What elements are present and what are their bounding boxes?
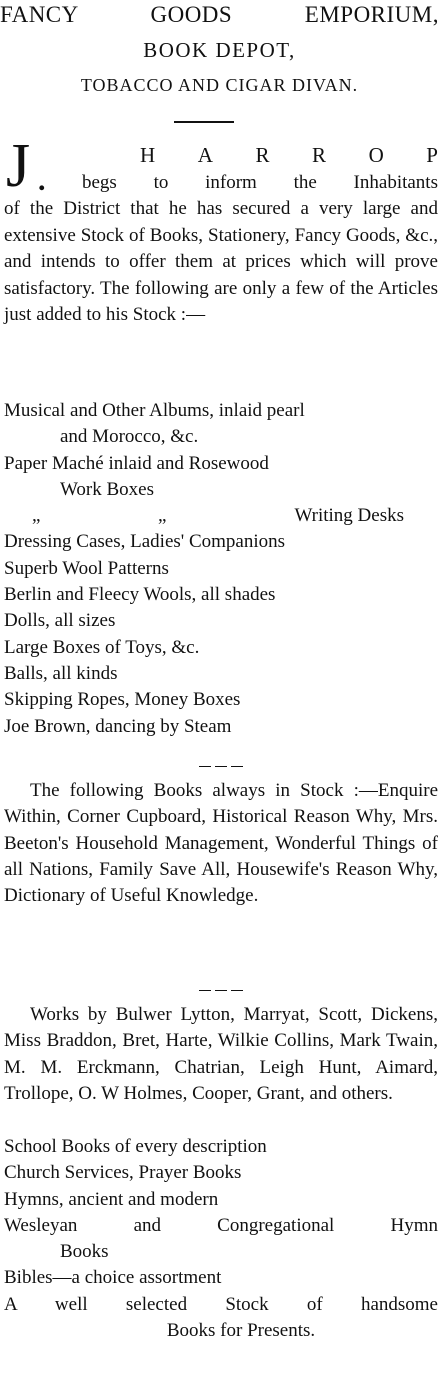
list-item: School Books of every description [4, 1136, 267, 1157]
list-item: A well selected Stock of handsome Books for Presents. [4, 1293, 438, 1342]
drop-cap-dot: . [38, 164, 46, 197]
name-letter: R [312, 143, 327, 167]
authors-paragraph: Works by Bulwer Lytton, Marryat, Scott, Dickens, Miss Braddon, Bret, Harte, Wilkie Collins, Mark Twain, M. M. Erckmann, Chatrian, Leigh Hunt, Aimard, Trollope, O. W Holmes, Cooper, Grant, and others. [4, 1004, 438, 1104]
name-letter: H [140, 143, 156, 167]
list-item: Berlin and Fleecy Wools, all shades [4, 584, 276, 606]
list-item: Wesleyan and Congregational Hymn Books [4, 1214, 438, 1263]
proprietor-name [140, 142, 438, 168]
name-letter: O [368, 143, 384, 167]
section-dash [231, 990, 243, 991]
list-item: Church Services, Prayer Books [4, 1162, 242, 1184]
section-dash [215, 766, 227, 767]
heading-rule [174, 121, 234, 123]
list-item: Dressing Cases, Ladies' Companions [4, 531, 286, 553]
heading-tobacco-divan: TOBACCO AND CIGAR DIVAN. [80, 75, 359, 95]
ditto-mark: „ [32, 505, 41, 527]
books-paragraph: The following Books always in Stock :—Enquire Within, Corner Cupboard, Historical Reason Why, Mrs. Beeton's Household Management, Wonderful Things of all Nations, Family Save All, Housewife's Reason Why, Dictionary of Useful Knowledge. [4, 780, 438, 907]
section-dash [199, 990, 211, 991]
list-item: Large Boxes of Toys, &c. [4, 636, 200, 658]
list-item: Paper Maché inlaid and Rosewood Work Boxes [4, 452, 269, 500]
list-item: Balls, all kinds [4, 662, 118, 684]
intro-paragraph: of the District that he has secured a very large and extensive Stock of Books, Stationery, Fancy Goods, &c., and intends to offer them at prices which will prove satisfactory. The following are only a few of the Articles just added to his Stock :— [4, 198, 438, 325]
closing-list [4, 1134, 438, 1344]
heading-book-depot: BOOK DEPOT, [143, 38, 296, 62]
name-letter: A [197, 143, 213, 167]
list-item: Skipping Ropes, Money Boxes [4, 689, 241, 711]
intro-first-line: begs to inform the Inhabitants [82, 172, 438, 193]
section-dash [199, 766, 211, 767]
section-dash [231, 766, 243, 767]
heading-emporium: FANCY GOODS EMPORIUM, [0, 2, 439, 27]
list-item: Musical and Other Albums, inlaid pearl and Morocco, &c. [4, 400, 305, 448]
list-item: Joe Brown, dancing by Steam [4, 715, 232, 737]
name-letter: P [426, 143, 438, 167]
list-item: Superb Wool Patterns [4, 557, 169, 579]
section-dash [215, 990, 227, 991]
ditto-mark: „ [158, 505, 167, 527]
list-item: Hymns, ancient and modern [4, 1188, 219, 1210]
list-item: „ „ Writing Desks [4, 503, 438, 529]
list-item: Dolls, all sizes [4, 610, 116, 632]
list-item: Bibles—a choice assortment [4, 1267, 222, 1289]
drop-cap: J [6, 132, 31, 200]
name-letter: R [255, 143, 270, 167]
articles-list [4, 398, 438, 740]
